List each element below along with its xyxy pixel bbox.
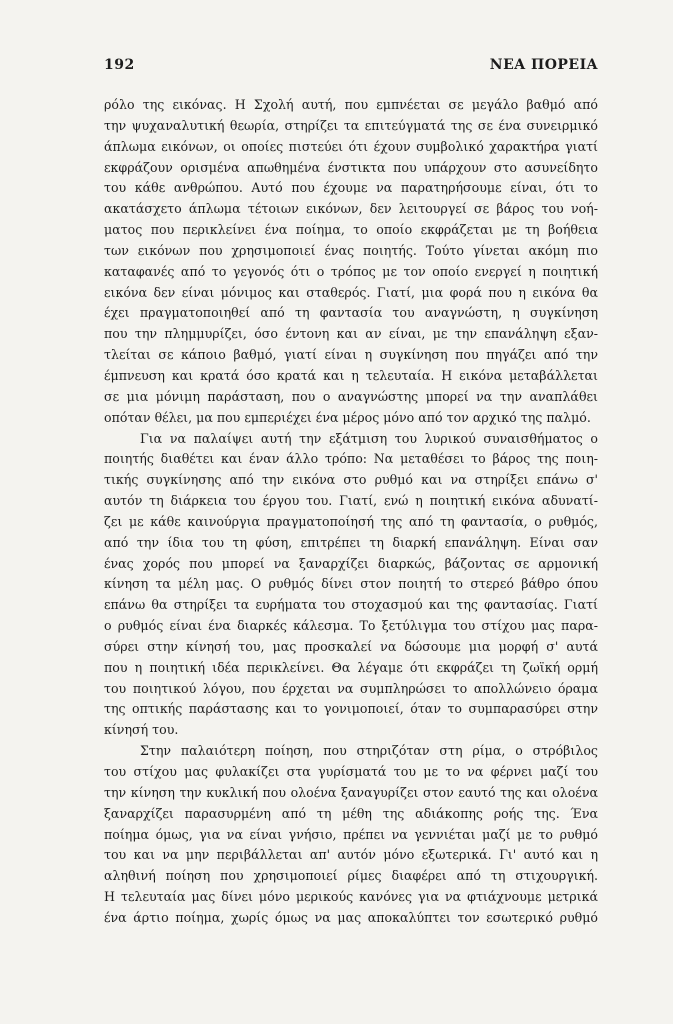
text-line: οπόταν θέλει, μα που εμπεριέχει ένα μέρος μόνο από τον αρχικό της παλμό. bbox=[104, 409, 591, 425]
body-text bbox=[104, 95, 598, 929]
text-line: των εικόνων που χρησιμοποιεί ένας ποιητής. Τούτο γίνεται ακόμη πιο bbox=[104, 242, 598, 258]
text-line: του και να μην περιβάλλεται απ' αυτόν μόνο εξωτερικά. Γι' αυτό και η bbox=[104, 847, 598, 863]
text-line: σε μια μόνιμη παράσταση, που ο αναγνώστης μπορεί να την αναπλάθει bbox=[104, 388, 598, 404]
text-line: έμπνευση και κρατά όσο κρατά και η τελευταία. Η εικόνα μεταβάλλεται bbox=[104, 367, 598, 383]
text-line: Στην παλαιότερη ποίηση, που στηριζόταν στη ρίμα, ο στρόβιλος bbox=[140, 743, 598, 759]
text-line: από την ίδια του τη φύση, επιτρέπει τη διαρκή επανάληψη. Είναι σαν bbox=[104, 534, 598, 550]
text-line: τλείται σε κάποιο βαθμό, γιατί είναι η συγκίνηση που πηγάζει από την bbox=[104, 347, 598, 363]
text-line: εκφράζουν ορισμένα απωθημένα ένστικτα που υπάρχουν στο ασυνείδητο bbox=[104, 159, 598, 175]
text-line: ματος που περικλείνει ένα ποίημα, το οποίο εκφράζεται με τη βοήθεια bbox=[104, 222, 598, 238]
text-line: που η ποιητική ιδέα περικλείνει. Θα λέγαμε ότι εκφράζει τη ζωϊκή ορμή bbox=[104, 659, 598, 675]
text-line: ένας χορός που μπορεί να ξαναρχίζει διαρκώς, βάζοντας σε αρμονική bbox=[104, 555, 598, 571]
text-line: αληθινή ποίηση που χρησιμοποιεί ρίμες διαφέρει από τη στιχουργική. bbox=[104, 868, 598, 884]
text-line: του ποιητικού λόγου, που έρχεται να συμπληρώσει το απολλώνειο όραμα bbox=[104, 680, 598, 696]
page-number: 192 bbox=[104, 57, 135, 73]
text-line: έχει πραγματοποιηθεί από τη φαντασία του αναγνώστη, η συγκίνηση bbox=[104, 305, 598, 321]
text-line: που την πλημμυρίζει, όσο έντονη και αν είναι, με την επανάληψη εξαν- bbox=[104, 326, 598, 342]
text-line: εικόνα δεν είναι μόνιμος και σταθερός. Γιατί, μια φορά που η εικόνα θα bbox=[104, 284, 598, 300]
running-head: ΝΕΑ ΠΟΡΕΙΑ bbox=[489, 57, 598, 73]
text-line: της οπτικής παράστασης και το γονιμοποιεί, όταν το συμπαρασύρει στην bbox=[104, 701, 598, 717]
text-line: ζει με κάθε καινούργια πραγματοποίησή της από τη φαντασία, ο ρυθμός, bbox=[104, 513, 598, 529]
text-line: τικής συγκίνησης από την εικόνα στο ρυθμό και να στηρίξει επάνω σ' bbox=[104, 472, 598, 488]
text-line: σύρει στην κίνησή του, μας προσκαλεί να δώσουμε μια μορφή σ' αυτά bbox=[104, 638, 598, 654]
page-header bbox=[104, 57, 598, 81]
text-line: ξαναρχίζει παρασυρμένη από τη μέθη της αδιάκοπης ροής της. Ένα bbox=[104, 805, 598, 821]
text-line: του κάθε ανθρώπου. Αυτό που έχουμε να παρατηρήσουμε είναι, ότι το bbox=[104, 180, 598, 196]
text-line: ποιητής διαθέτει και έναν άλλο τρόπο: Να μεταθέσει το βάρος της ποιη- bbox=[104, 451, 598, 467]
text-line: ο ρυθμός είναι ένα διαρκές κάλεσμα. Το ξετύλιγμα του στίχου μας παρα- bbox=[104, 618, 598, 634]
text-line: καταφανές από το γεγονός ότι ο τρόπος με τον οποίο ενεργεί η ποιητική bbox=[104, 263, 598, 279]
text-line: ποίημα όμως, για να είναι γνήσιο, πρέπει να γεννιέται μαζί με το ρυθμό bbox=[104, 826, 598, 842]
text-line: ένα άρτιο ποίημα, χωρίς όμως να μας αποκαλύπτει τον εσωτερικό ρυθμό bbox=[104, 909, 598, 925]
text-line: αυτόν τη διάρκεια του έργου του. Γιατί, ενώ η ποιητική εικόνα αδυνατί- bbox=[104, 493, 598, 509]
text-line: επάνω θα στηρίξει τα ευρήματα του στοχασμού και της φαντασίας. Γιατί bbox=[104, 597, 598, 613]
text-line: κίνησή του. bbox=[104, 722, 179, 738]
text-line: κίνηση τα μέλη μας. Ο ρυθμός δίνει στον ποιητή το στερεό βάθρο όπου bbox=[104, 576, 598, 592]
text-line: του στίχου μας φυλακίζει στα γυρίσματά του με το να φέρνει μαζί του bbox=[104, 764, 598, 779]
text-line: την κίνηση την κυκλική που ολοένα ξαναγυρίζει στον εαυτό της και ολοένα bbox=[104, 784, 598, 800]
text-line: ακατάσχετο άπλωμα τέτοιων εικόνων, δεν λειτουργεί σε βάρος του νοή- bbox=[104, 201, 598, 217]
text-line: την ψυχαναλυτική θεωρία, στηρίζει τα επιτεύγματά της σε ένα συνειρμικό bbox=[104, 117, 598, 133]
text-line: ρόλο της εικόνας. Η Σχολή αυτή, που εμπνέεται σε μεγάλο βαθμό από bbox=[104, 97, 598, 112]
text-line: άπλωμα εικόνων, οι οποίες πιστεύει ότι έχουν συμβολικό χαρακτήρα γιατί bbox=[104, 138, 598, 154]
text-line: Για να παλαίψει αυτή την εξάτμιση του λυρικού συναισθήματος ο bbox=[140, 430, 598, 446]
text-line: Η τελευταία μας δίνει μόνο μερικούς κανόνες για να φτιάχνουμε μετρικά bbox=[104, 889, 598, 905]
